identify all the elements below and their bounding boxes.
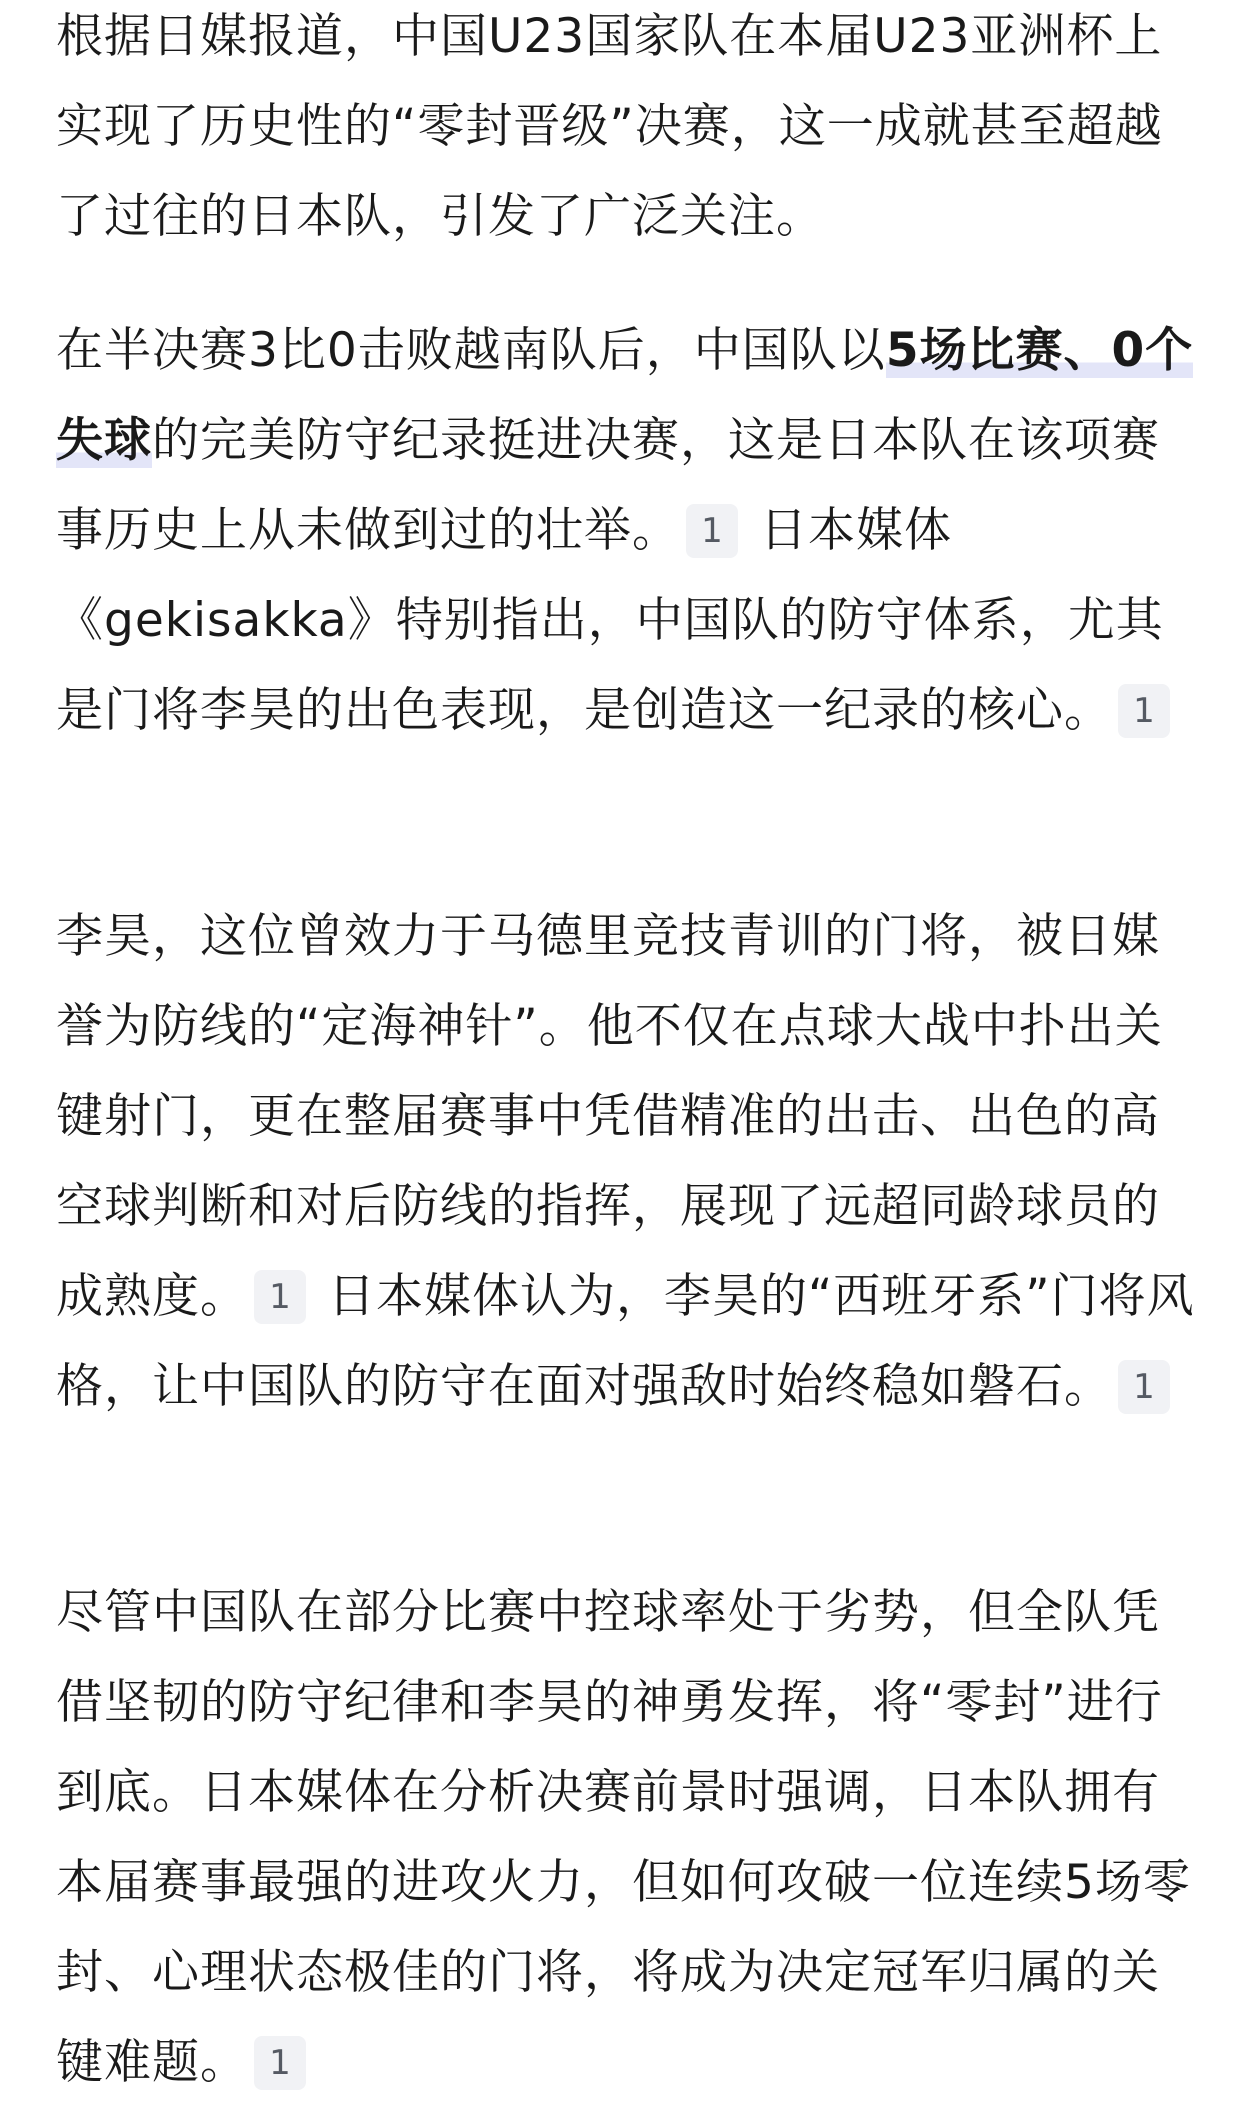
paragraph-text: 根据日媒报道，中国U23国家队在本届U23亚洲杯上实现了历史性的“零封晋级”决赛，这一成就甚至超越了过往的日本队，引发了广泛关注。 [56, 9, 1163, 244]
paragraph-text: 在半决赛3比0击败越南队后，中国队以 [56, 323, 886, 378]
paragraph-text: 尽管中国队在部分比赛中控球率处于劣势，但全队凭借坚韧的防守纪律和李昊的神勇发挥，将“零封”进行到底。日本媒体在分析决赛前景时强调，日本队拥有本届赛事最强的进攻火力，但如何攻破一位连续5场零封、心理状态极佳的门将，将成为决定冠军归属的关键难题。 [56, 1585, 1191, 2090]
citation-badge[interactable]: 1 [1118, 1360, 1170, 1414]
highlighted-stat: 5场比赛、0个失球 [56, 323, 1194, 468]
paragraph-text: 的完美防守纪录挺进决赛，这是日本队在该项赛事历史上从未做到过的壮举。 [56, 413, 1160, 558]
citation-badge[interactable]: 1 [1118, 684, 1170, 738]
citation-badge[interactable]: 1 [254, 2036, 306, 2090]
citation-badge[interactable]: 1 [686, 504, 738, 558]
paragraph-4 [56, 1568, 1204, 2108]
paragraph-text: 日本媒体认为，李昊的“西班牙系”门将风格，让中国队的防守在面对强敌时始终稳如磐石。 [56, 1269, 1195, 1414]
paragraph-text: 李昊，这位曾效力于马德里竞技青训的门将，被日媒誉为防线的“定海神针”。他不仅在点球大战中扑出关键射门，更在整届赛事中凭借精准的出击、出色的高空球判断和对后防线的指挥，展现了远超同龄球员的成熟度。 [56, 909, 1163, 1324]
paragraph-text: 日本媒体《gekisakka》特别指出，中国队的防守体系，尤其是门将李昊的出色表现，是创造这一纪录的核心。 [56, 503, 1164, 738]
citation-badge[interactable]: 1 [254, 1270, 306, 1324]
paragraph-1 [56, 0, 1204, 262]
paragraph-2 [56, 306, 1204, 756]
paragraph-3 [56, 892, 1204, 1432]
